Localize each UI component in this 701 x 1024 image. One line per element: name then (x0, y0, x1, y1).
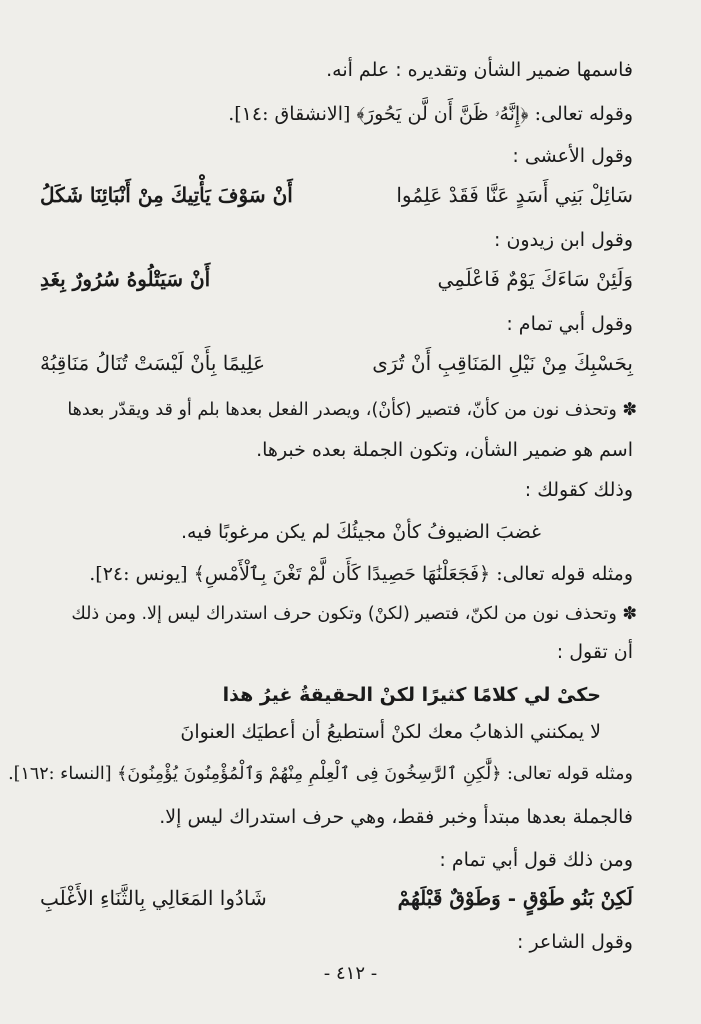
text-line: فاسمها ضمير الشأن وتقديره : علم أنه. (326, 59, 633, 81)
quran-citation-line: ومثله قوله تعالى: ﴿لَّٰكِنِ ٱلرَّٰسِخُونَ فِى ٱلْعِلْمِ مِنْهُمْ وَٱلْمُؤْمِنُونَ يُؤْمِنُونَ﴾ [النساء :١٦٢]. (8, 764, 633, 784)
text-line: اسم هو ضمير الشأن، وتكون الجملة بعده خبرها. (256, 439, 633, 461)
verse-hemistich-second: أَنْ سَوْفَ يَأْتِيكَ مِنْ أَنْبَائِنَا شَكَلُ (40, 183, 293, 207)
text-line: وذلك كقولك : (524, 479, 633, 501)
text-line: ✽ وتحذف نون من لكنّ، فتصير (لكنْ) وتكون حرف استدراك ليس إلا. ومن ذلك (71, 604, 637, 624)
verse-hemistich-second: عَلِيمًا بِأَنْ لَيْسَتْ تُنَالُ مَنَاقِبُهْ (40, 351, 266, 375)
example-sentence: غضبَ الضيوفُ كأنْ مجيئُكَ لم يكن مرغوبًا فيه. (180, 521, 541, 543)
verse-hemistich-first: سَائِلْ بَنِي أَسَدٍ عَنَّا فَقَدْ عَلِمُوا (396, 183, 633, 207)
verse-hemistich-second: شَادُوا المَعَالِي بِالثَّنَاءِ الأَغْلَبِ (40, 886, 267, 910)
text-line: وقول ابن زيدون : (494, 229, 633, 251)
verse-hemistich-first: بِحَسْبِكَ مِنْ نَيْلِ المَنَاقِبِ أَنْ تُرَى (372, 351, 633, 375)
text-line: ومن ذلك قول أبي تمام : (439, 849, 633, 871)
verse-hemistich-first: لَكِنْ بَنُو طَوْقٍ - وَطَوْقٌ قَبْلَهُمْ (397, 886, 633, 910)
text-line: وقول الشاعر : (517, 931, 633, 953)
quran-citation-line: ومثله قوله تعالى: ﴿فَجَعَلْنَٰهَا حَصِيدًا كَأَن لَّمْ تَغْنَ بِٱلْأَمْسِ﴾ [يونس :٢٤]. (89, 563, 633, 585)
page-number: - ٤١٢ - (323, 963, 378, 984)
example-sentence: حكىْ لي كلامًا كثيرًا لكنْ الحقيقةُ غيرُ هذا (222, 684, 601, 706)
verse-hemistich-second: أَنْ سَيَتْلُوهُ سُرُورٌ بِغَدِ (40, 267, 211, 291)
text-line: وقول أبي تمام : (506, 313, 633, 335)
text-line: وقول الأعشى : (512, 145, 633, 167)
text-line: ✽ وتحذف نون من كأنّ، فتصير (كأنْ)، ويصدر الفعل بعدها بلم أو قد ويقدّر بعدها (67, 400, 637, 420)
text-line: فالجملة بعدها مبتدأ وخبر فقط، وهي حرف استدراك ليس إلا. (159, 806, 633, 828)
text-line: أن تقول : (556, 641, 633, 663)
example-sentence: لا يمكنني الذهابُ معك لكنْ أستطيعُ أن أعطيَك العنوانَ (180, 721, 601, 743)
quran-citation-line: وقوله تعالى: ﴿إِنَّهُۥ ظَنَّ أَن لَّن يَحُورَ﴾ [الانشقاق :١٤]. (228, 103, 633, 125)
verse-hemistich-first: وَلَئِنْ سَاءَكَ يَوْمٌ فَاعْلَمِي (437, 267, 633, 291)
